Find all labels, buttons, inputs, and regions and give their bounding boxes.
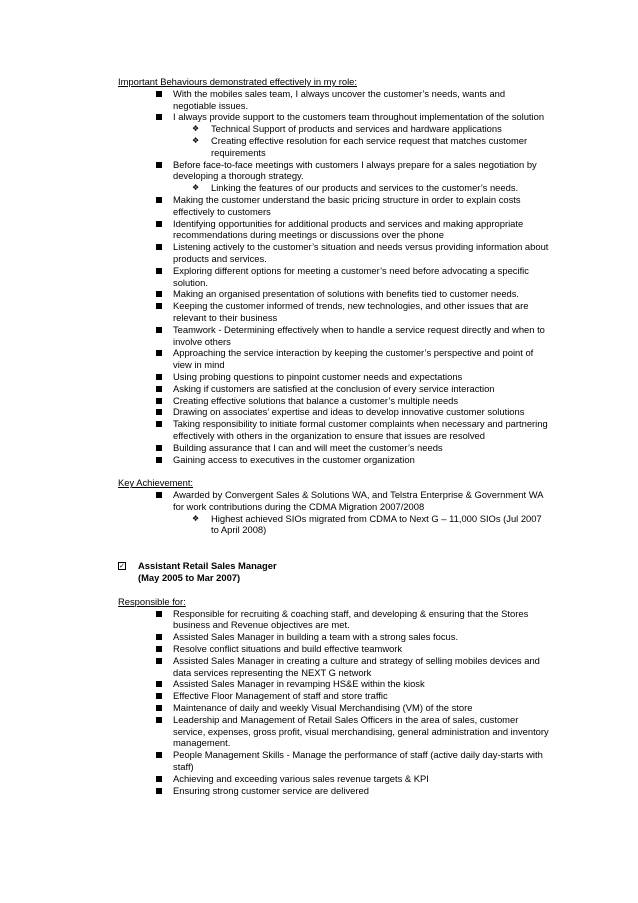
list-item: Building assurance that I can and will meet the customer’s needs: [118, 442, 550, 454]
list-item: Effective Floor Management of staff and store traffic: [118, 690, 550, 702]
achievement-list: [118, 489, 550, 536]
list-item: I always provide support to the customers team throughout implementation of the solution: [118, 111, 550, 123]
list-item: ❖ Linking the features of our products and services to the customer’s needs.: [118, 182, 550, 194]
list-item: Gaining access to executives in the customer organization: [118, 454, 550, 466]
checkbox-bullet-icon: ✓: [119, 562, 125, 571]
list-item: Approaching the service interaction by keeping the customer’s perspective and point of view in mind: [118, 347, 550, 371]
list-item: Teamwork - Determining effectively when to handle a service request directly and when to involve others: [118, 324, 550, 348]
role-dates: (May 2005 to Mar 2007): [138, 572, 241, 584]
list-item: Before face-to-face meetings with customers I always prepare for a sales negotiation by developing a thorough strategy.: [118, 159, 550, 183]
list-item: Drawing on associates’ expertise and ideas to develop innovative customer solutions: [118, 406, 550, 418]
list-item: ❖ Creating effective resolution for each service request that matches customer requirements: [118, 135, 550, 159]
list-item: ❖ Technical Support of products and services and hardware applications: [118, 123, 550, 135]
list-item: Ensuring strong customer service are delivered: [118, 785, 550, 797]
list-item: Making the customer understand the basic pricing structure in order to explain costs effectively to customers: [118, 194, 550, 218]
list-item: Asking if customers are satisfied at the conclusion of every service interaction: [118, 383, 550, 395]
list-item: Awarded by Convergent Sales & Solutions WA, and Telstra Enterprise & Government WA for work contributions during the CDMA Migration 2007/2008: [118, 489, 550, 513]
list-item: Assisted Sales Manager in creating a culture and strategy of selling mobiles devices and data services representing the NEXT G network: [118, 655, 550, 679]
list-item: Responsible for recruiting & coaching staff, and developing & ensuring that the Stores business and Revenue objectives are met.: [118, 608, 550, 632]
key-achievement-heading: Key Achievement:: [118, 477, 194, 489]
list-item: Keeping the customer informed of trends, new technologies, and other issues that are relevant to their business: [118, 300, 550, 324]
list-item: Maintenance of daily and weekly Visual Merchandising (VM) of the store: [118, 702, 550, 714]
list-item: Assisted Sales Manager in revamping HS&E within the kiosk: [118, 678, 550, 690]
behaviours-heading: Important Behaviours demonstrated effectively in my role:: [118, 76, 358, 87]
role-title: Assistant Retail Sales Manager: [138, 560, 277, 572]
list-item: Listening actively to the customer’s situation and needs versus providing information about products and services.: [118, 241, 550, 265]
behaviours-list: [118, 88, 550, 466]
list-item: Achieving and exceeding various sales revenue targets & KPI: [118, 773, 550, 785]
list-item: With the mobiles sales team, I always uncover the customer’s needs, wants and negotiable issues.: [118, 88, 550, 112]
list-item: Identifying opportunities for additional products and services and making appropriate recommendations during meetings or discussions over the phone: [118, 218, 550, 242]
role-block: [118, 560, 550, 584]
list-item: Using probing questions to pinpoint customer needs and expectations: [118, 371, 550, 383]
responsible-heading: Responsible for:: [118, 595, 186, 607]
list-item: ❖ Highest achieved SIOs migrated from CDMA to Next G – 11,000 SIOs (Jul 2007 to April 2008): [118, 513, 550, 537]
list-item: Resolve conflict situations and build effective teamwork: [118, 643, 550, 655]
list-item: Leadership and Management of Retail Sales Officers in the area of sales, customer service, expenses, gross profit, visual merchandising, general administration and inventory management.: [118, 714, 550, 749]
list-item: People Management Skills - Manage the performance of staff (active daily day-starts with staff): [118, 749, 550, 773]
list-item: Creating effective solutions that balance a customer’s multiple needs: [118, 395, 550, 407]
list-item: Taking responsibility to initiate formal customer complaints when necessary and partnering effectively with others in the organization to ensure that issues are resolved: [118, 418, 550, 442]
page-content: [118, 76, 550, 796]
list-item: Exploring different options for meeting a customer’s need before advocating a specific solution.: [118, 265, 550, 289]
list-item: Assisted Sales Manager in building a team with a strong sales focus.: [118, 631, 550, 643]
list-item: Making an organised presentation of solutions with benefits tied to customer needs.: [118, 288, 550, 300]
responsible-list: [118, 608, 550, 797]
